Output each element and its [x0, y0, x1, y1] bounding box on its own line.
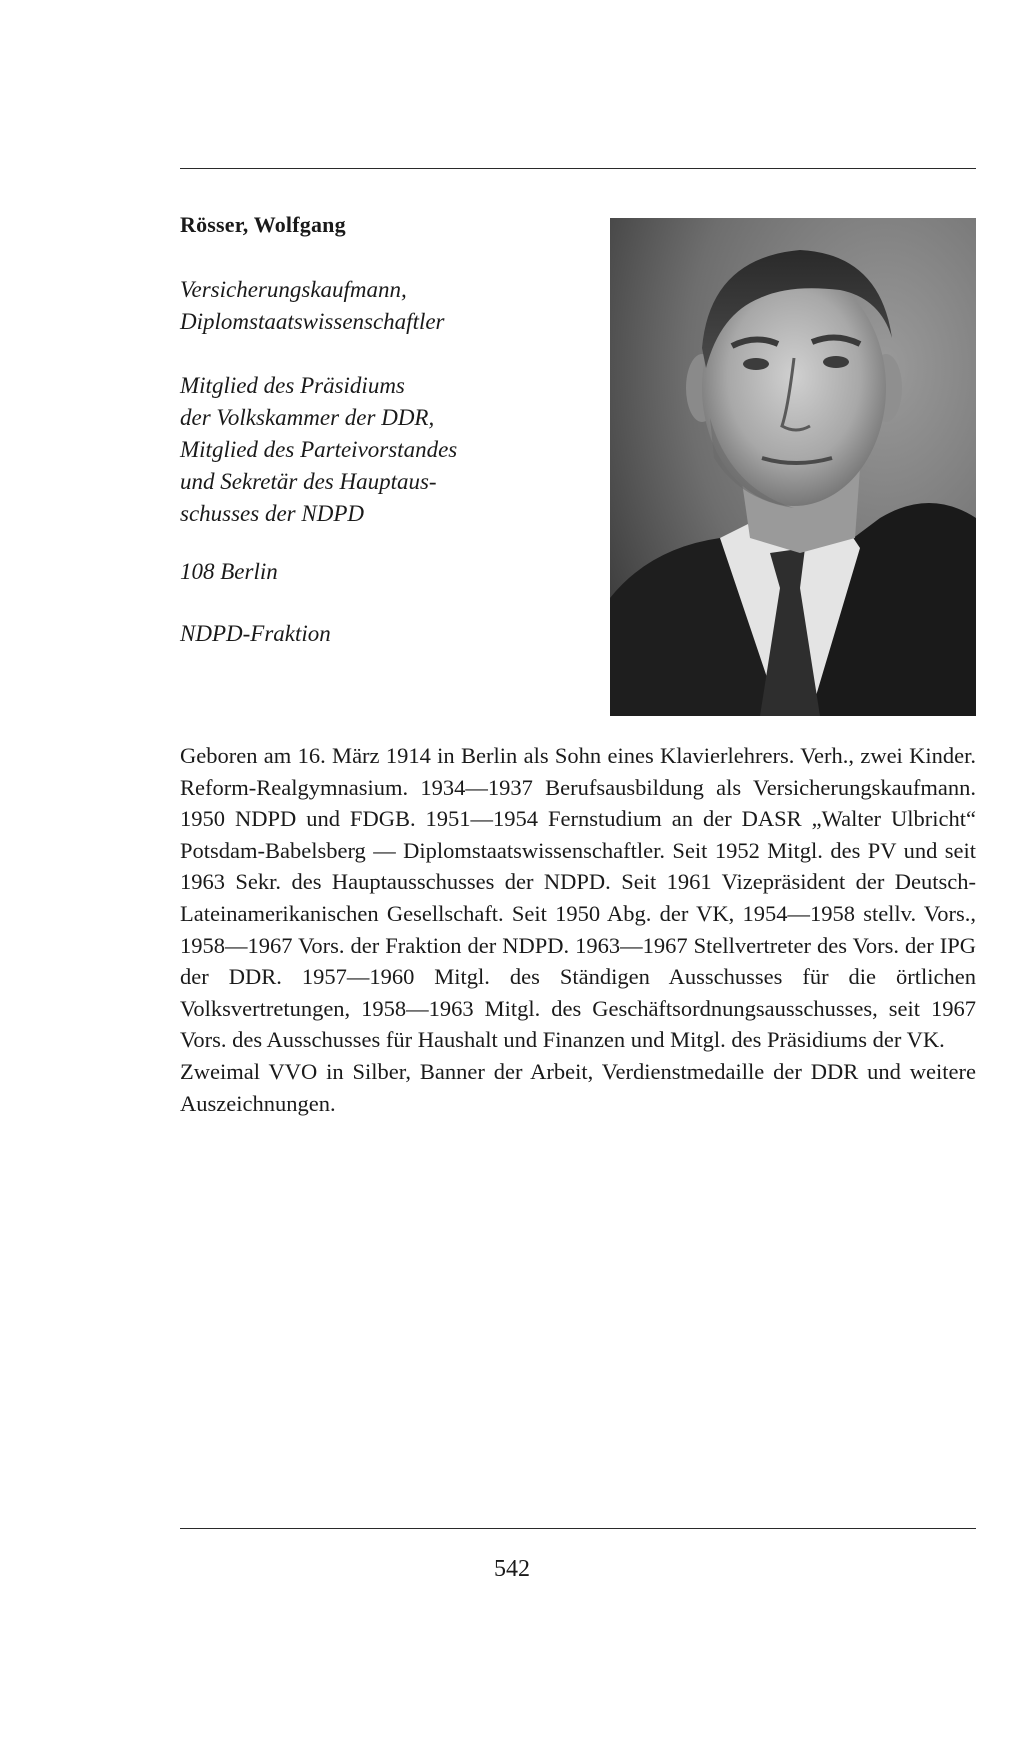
page-number: 542: [494, 1556, 530, 1582]
faction: NDPD-Fraktion: [180, 621, 331, 646]
positions: Mitglied des Präsidiums der Volkskammer der DDR, Mitglied des Parteivorstandes und Sekretär des Hauptaus- schusses der NDPD: [180, 373, 458, 526]
bottom-rule: [180, 1528, 976, 1529]
profession: Versicherungskaufmann, Diplomstaatswissenschaftler: [180, 277, 445, 334]
address: 108 Berlin: [180, 559, 278, 584]
portrait-photo: [610, 218, 976, 716]
portrait-image: [610, 218, 976, 716]
awards-paragraph: Zweimal VVO in Silber, Banner der Arbeit, Verdienstmedaille der DDR und weitere Auszeichnungen.: [180, 1058, 976, 1116]
biography-paragraph: Geboren am 16. März 1914 in Berlin als Sohn eines Klavierlehrers. Verh., zwei Kinder. Reform-Realgymnasium. 1934—1937 Berufsausbildung als Versicherungskaufmann. 1950 NDPD und FDGB. 1951—1954 Fernstudium an der DASR „Walter Ulbricht“ Potsdam-Babelsberg — Diplomstaatswissenschaftler. Seit 1952 Mitgl. des PV und seit 1963 Sekr. des Hauptausschusses der NDPD. Seit 1961 Vizepräsident der Deutsch-Lateinamerikanischen Gesellschaft. Seit 1950 Abg. der VK, 1954—1958 stellv. Vors., 1958—1967 Vors. der Fraktion der NDPD. 1963—1967 Stellvertreter des Vors. der IPG der DDR. 1957—1960 Mitgl. des Ständigen Ausschusses für die örtlichen Volksvertretungen, 1958—1963 Mitgl. des Geschäftsordnungsausschusses, seit 1967 Vors. des Ausschusses für Haushalt und Finanzen und Mitgl. des Präsidiums der VK.: [180, 743, 976, 1053]
person-name: Rösser, Wolfgang: [180, 212, 346, 237]
biography: [180, 740, 976, 1119]
top-rule: [180, 168, 976, 169]
